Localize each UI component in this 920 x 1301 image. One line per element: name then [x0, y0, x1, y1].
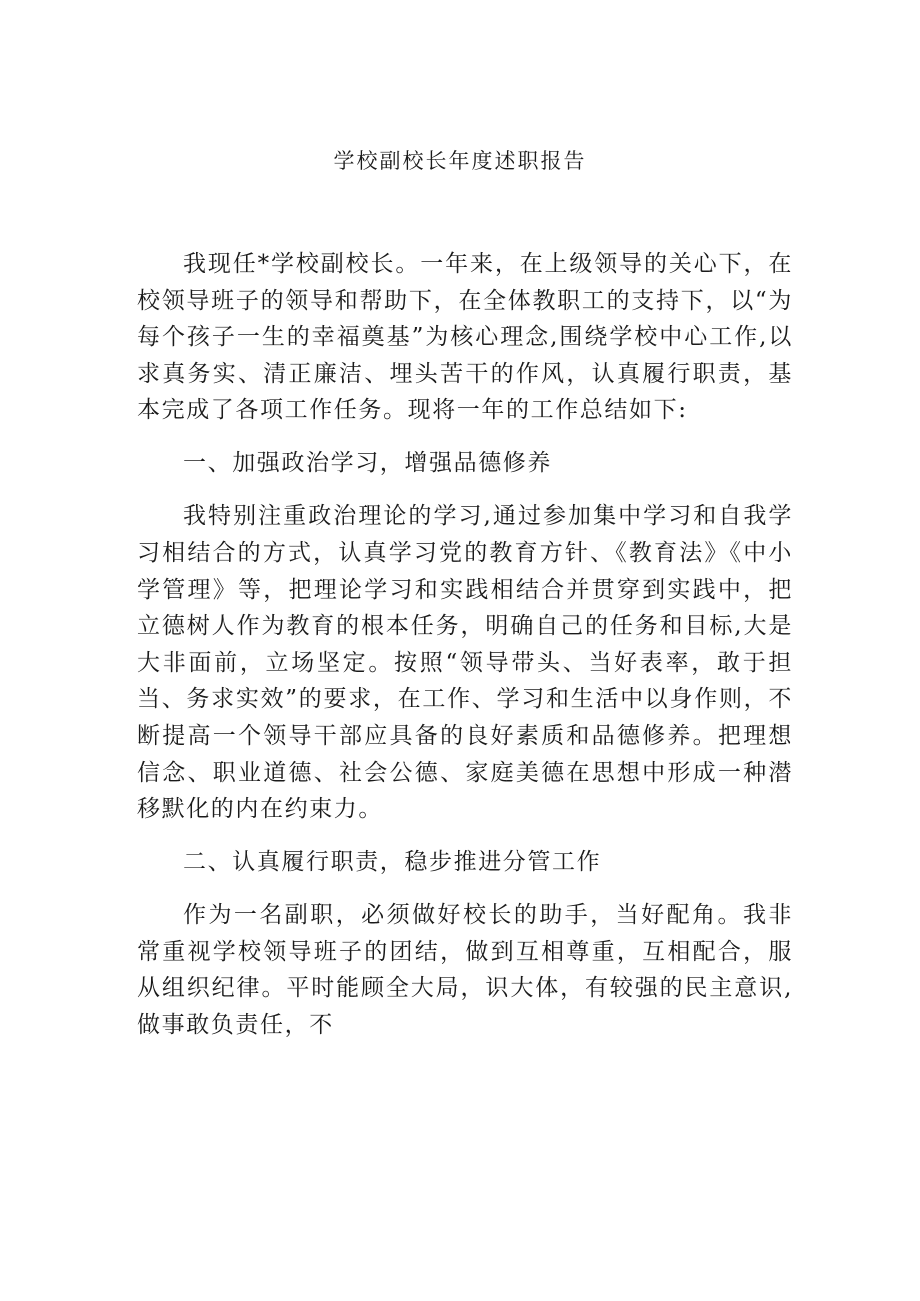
paragraph-intro: 我现任*学校副校长。一年来，在上级领导的关心下，在校领导班子的领导和帮助下，在全体教职工的支持下，以“为每个孩子一生的幸福奠基”为核心理念,围绕学校中心工作,以求真务实、清正廉洁、埋头苦干的作风，认真履行职责，基本完成了各项工作任务。现将一年的工作总结如下: — [137, 251, 793, 424]
paragraph-section-1: 我特别注重政治理论的学习,通过参加集中学习和自我学习相结合的方式，认真学习党的教育方针、《教育法》《中小学管理》等，把理论学习和实践相结合并贯穿到实践中，把立德树人作为教育的根本任务，明确自己的任务和目标,大是大非面前，立场坚定。按照“领导带头、当好表率，敢于担当、务求实效”的要求，在工作、学习和生活中以身作则，不断提高一个领导干部应具备的良好素质和品德修养。把理想信念、职业道德、社会公德、家庭美德在思想中形成一种潜移默化的内在约束力。 — [137, 503, 793, 823]
paragraph-section-2: 作为一名副职，必须做好校长的助手，当好配角。我非常重视学校领导班子的团结，做到互相尊重，互相配合，服从组织纪律。平时能顾全大局，识大体，有较强的民主意识,做事敢负责任，不 — [137, 902, 793, 1038]
document-body — [137, 246, 793, 1060]
section-heading-1: 一、加强政治学习，增强品德修养 — [183, 450, 552, 477]
document-title: 学校副校长年度述职报告 — [333, 149, 587, 173]
section-heading-2: 二、认真履行职责，稳步推进分管工作 — [183, 849, 602, 876]
